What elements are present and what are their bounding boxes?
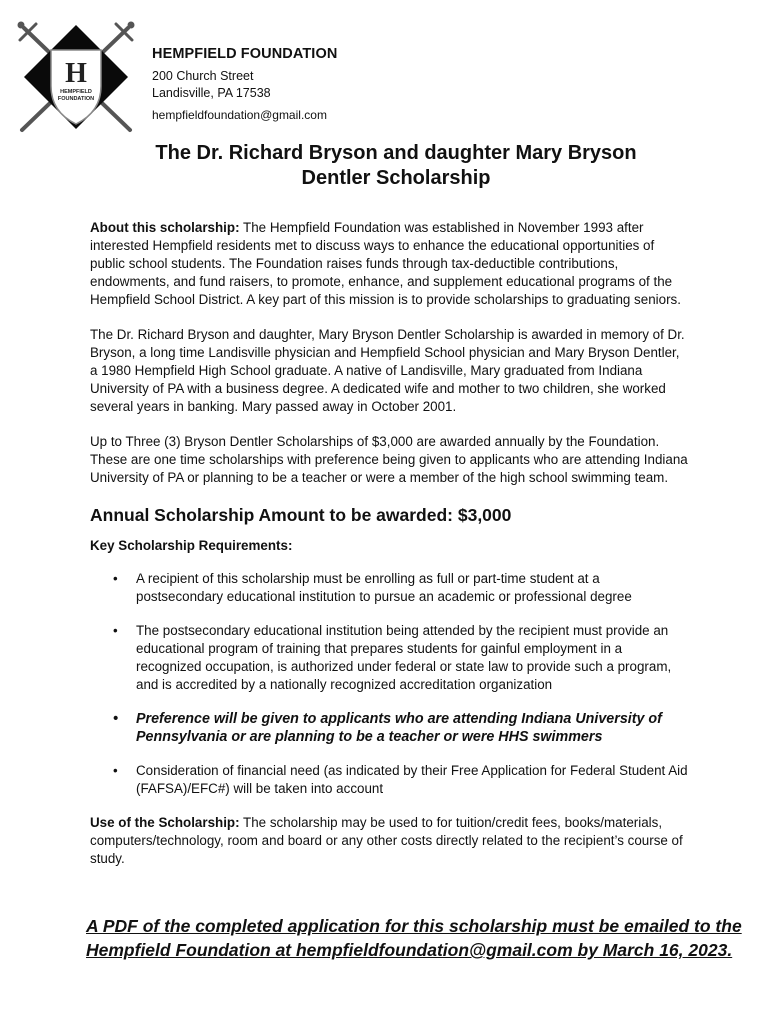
use-label: Use of the Scholarship: [90, 815, 240, 830]
logo-letter: H [65, 58, 87, 89]
requirements-heading: Key Scholarship Requirements: [90, 538, 293, 553]
requirement-text: Consideration of financial need (as indicated by their Free Application for Federal Student Aid (FAFSA)/EFC#) will be taken into account [136, 763, 688, 796]
title-line-1: The Dr. Richard Bryson and daughter Mary Bryson [155, 142, 637, 164]
list-item [113, 622, 690, 694]
list-item [113, 762, 690, 798]
address-line-1: 200 Church Street [152, 69, 254, 83]
organization-header [152, 46, 337, 125]
list-item [113, 710, 690, 746]
bullet-icon: • [113, 763, 118, 778]
bullet-icon: • [113, 571, 118, 586]
document-body [90, 219, 690, 885]
page-title [90, 141, 702, 191]
logo-text-2: FOUNDATION [57, 96, 95, 102]
about-label: About this scholarship: [90, 220, 240, 235]
org-name: HEMPFIELD FOUNDATION [152, 46, 338, 62]
address-line-2: Landisville, PA 17538 [152, 85, 271, 100]
list-item [113, 570, 690, 606]
amount-heading: Annual Scholarship Amount to be awarded: $3,000 [90, 505, 512, 525]
requirement-text: Preference will be given to applicants who are attending Indiana University of Pennsylvania or are planning to be a teacher or were HHS swimmers [136, 711, 662, 745]
requirements-list [90, 570, 690, 798]
requirement-text: The postsecondary educational institution being attended by the recipient must provide an educational program of training that prepares students for gainful employment in a recognized occupation, is authorized under federal or state law to provide such a program, and is accredited by a nationally recognized accreditation organization [136, 623, 672, 692]
use-text: The scholarship may be used to for tuition/credit fees, books/materials, computers/technology, room and board or any other costs directly related to the recipient’s course of study. [90, 815, 683, 866]
logo-text-1: HEMPFIELD [60, 89, 92, 95]
requirement-text: A recipient of this scholarship must be enrolling as full or part-time student at a postsecondary educational institution to pursue an academic or professional degree [136, 571, 632, 604]
bullet-icon: • [113, 711, 119, 727]
org-email: hempfieldfoundation@gmail.com [152, 108, 327, 122]
submission-instructions: A PDF of the completed application for this scholarship must be emailed to the Hempfield Foundation at hempfieldfoundation@gmail.com by March 16, 2023. [86, 916, 742, 960]
awards-paragraph: Up to Three (3) Bryson Dentler Scholarships of $3,000 are awarded annually by the Foundation. These are one time scholarships with preference being given to applicants who are attending Indiana University of PA or planning to be a teacher or were a member of the high school swimming team. [90, 434, 688, 485]
memorial-paragraph: The Dr. Richard Bryson and daughter, Mary Bryson Dentler Scholarship is awarded in memory of Dr. Bryson, a long time Landisville physician and Hempfield School physician and Mary Bryson Dentler, a 1980 Hempfield High School graduate. A native of Landisville, Mary graduated from Indiana University of PA with a business degree. A dedicated wife and mother to two children, she worked several years in banking. Mary passed away in October 2001. [90, 327, 685, 414]
about-paragraph [90, 219, 690, 309]
bullet-icon: • [113, 623, 118, 638]
title-line-2: Dentler Scholarship [301, 167, 491, 189]
about-text: The Hempfield Foundation was established in November 1993 after interested Hempfield residents met to discuss ways to enhance the educational opportunities of public school students. The Foundation raises funds through tax-deductible contributions, endowments, and fund raisers, to promote, enhance, and supplement educational programs of the Hempfield School District. A key part of this mission is to provide scholarships to graduating seniors. [90, 220, 681, 307]
use-paragraph [90, 814, 690, 868]
foundation-logo [14, 20, 138, 136]
